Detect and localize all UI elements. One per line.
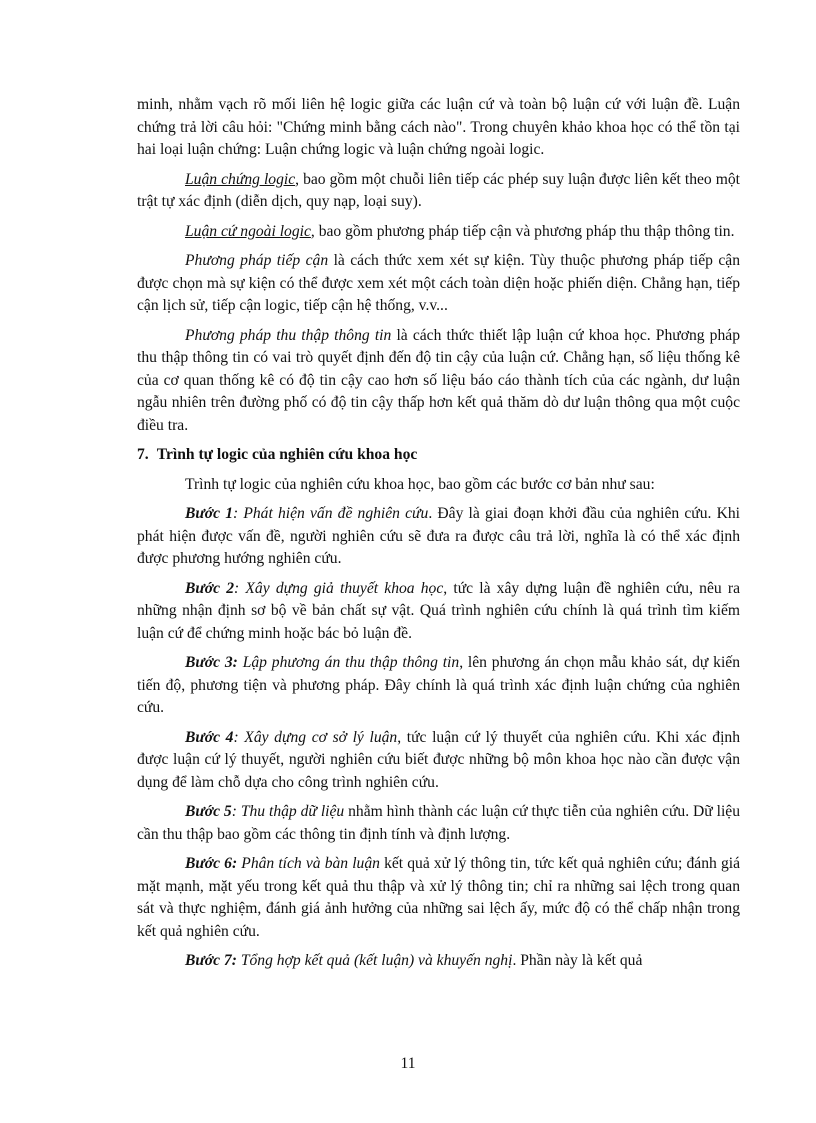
step-text: , lên phương án chọn mẫu khảo sát, dự kiến tiến độ, phương tiện và phương pháp. Đây chính là quá trình xác định luận chứng của nghiên cứu. [137,654,740,716]
paragraph-approach-method [137,250,740,318]
step-label: Bước 7: [185,952,237,969]
step-label: Bước 6: [185,855,238,872]
step-text: kết quả xử lý thông tin, tức kết quả nghiên cứu; đánh giá mặt mạnh, mặt yếu trong kết quả thu thập và xử lý thông tin; chỉ ra những sai lệch trong quan sát và thực nghiệm, đánh giá ảnh hưởng của những sai lệch ấy, mức độ có thể chấp nhận trong kết quả nghiên cứu. [137,855,740,940]
step-6 [137,853,740,943]
text-data-collection-method: là cách thức thiết lập luận cứ khoa học. Phương pháp thu thập thông tin có vai trò quyết định đến độ tin cậy của luận cứ. Chẳng hạn, số liệu thống kê của cơ quan thống kê có độ tin cậy cao hơn số liệu báo cáo thành tích của các ngành, dư luận ngẫu nhiên trên đường phố có độ tin cậy thấp hơn kết quả thăm dò dư luận thông qua một cuộc điều tra. [137,326,740,434]
text-logic-argument: , bao gồm một chuỗi liên tiếp các phép suy luận được liên kết theo một trật tự xác định (diễn dịch, quy nạp, loại suy). [137,170,741,210]
section-number: 7. [137,446,149,463]
document-body [137,94,740,973]
term-nonlogic-argument: Luận cứ ngoài logic [185,222,311,240]
paragraph-steps-intro: Trình tự logic của nghiên cứu khoa học, bao gồm các bước cơ bản như sau: [185,475,655,493]
paragraph-data-collection-method [137,325,740,438]
step-text: , tức là xây dựng luận đề nghiên cứu, nêu ra những nhận định sơ bộ về bản chất sự vật. Quá trình nghiên cứu chính là quá trình tìm kiếm luận cứ để chứng minh hoặc bác bỏ luận đề. [137,579,740,642]
paragraph-nonlogic-argument [137,221,740,244]
step-1 [137,503,740,571]
step-separator: : [231,803,241,820]
text-approach-method: là cách thức xem xét sự kiện. Tùy thuộc phương pháp tiếp cận được chọn mà sự kiện có thể được xem xét một cách toàn diện hoặc phiến diện. Chẳng hạn, tiếp cận lịch sử, tiếp cận logic, tiếp cận hệ thống, v.v... [137,252,740,314]
section-heading [137,444,740,467]
step-4 [137,727,740,795]
paragraph-logic-argument [137,169,740,214]
step-separator: : [233,505,244,522]
step-3 [137,652,740,720]
step-text: . Đây là giai đoạn khởi đầu của nghiên cứu. Khi phát hiện được vấn đề, người nghiên cứu sẽ đưa ra được câu trả lời, nghĩa là có thể xác định được phương hướng nghiên cứu. [137,505,740,567]
page-number: 11 [400,1055,416,1072]
step-label: Bước 3: [185,654,238,671]
step-separator: : [233,728,245,746]
step-label: Bước 2 [185,579,235,597]
step-7 [137,950,740,973]
step-text: , tức luận cứ lý thuyết của nghiên cứu. Khi xác định được luận cứ lý thuyết, người nghiên cứu biết được những bộ môn khoa học nào cần được vận dụng để làm chỗ dựa cho công trình nghiên cứu. [137,728,741,791]
step-term: Xây dựng cơ sở lý luận [244,728,398,746]
step-term: Xây dựng giả thuyết khoa học [245,579,444,597]
section-title: Trình tự logic của nghiên cứu khoa học [156,446,418,463]
step-text: . Phần này là kết quả [512,952,643,969]
paragraph-argumentation-intro: minh, nhằm vạch rõ mối liên hệ logic giữa các luận cứ và toàn bộ luận cứ với luận đề. Luận chứng trả lời câu hỏi: "Chứng minh bằng cách nào". Trong chuyên khảo khoa học có thể tồn tại hai loại luận chứng: Luận chứng logic và luận chứng ngoài logic. [137,96,740,158]
step-term: Phát hiện vấn đề nghiên cứu [243,505,429,522]
step-term: Tổng hợp kết quả (kết luận) và khuyến nghị [240,952,513,969]
step-term: Phân tích và bàn luận [241,855,380,872]
term-data-collection-method: Phương pháp thu thập thông tin [185,326,392,344]
step-2 [137,578,740,646]
step-text: nhằm hình thành các luận cứ thực tiễn của nghiên cứu. Dữ liệu cần thu thập bao gồm các thông tin định tính và định lượng. [137,803,741,843]
step-separator: : [234,579,246,597]
step-label: Bước 5 [185,803,232,820]
step-label: Bước 4 [185,728,234,746]
step-term: Thu thập dữ liệu [240,803,345,820]
term-approach-method: Phương pháp tiếp cận [185,252,329,269]
term-logic-argument: Luận chứng logic [185,170,296,188]
step-label: Bước 1 [185,505,233,522]
text-nonlogic-argument: , bao gồm phương pháp tiếp cận và phương pháp thu thập thông tin. [310,222,735,240]
step-term: Lập phương án thu thập thông tin [242,654,460,671]
step-5 [137,801,740,846]
